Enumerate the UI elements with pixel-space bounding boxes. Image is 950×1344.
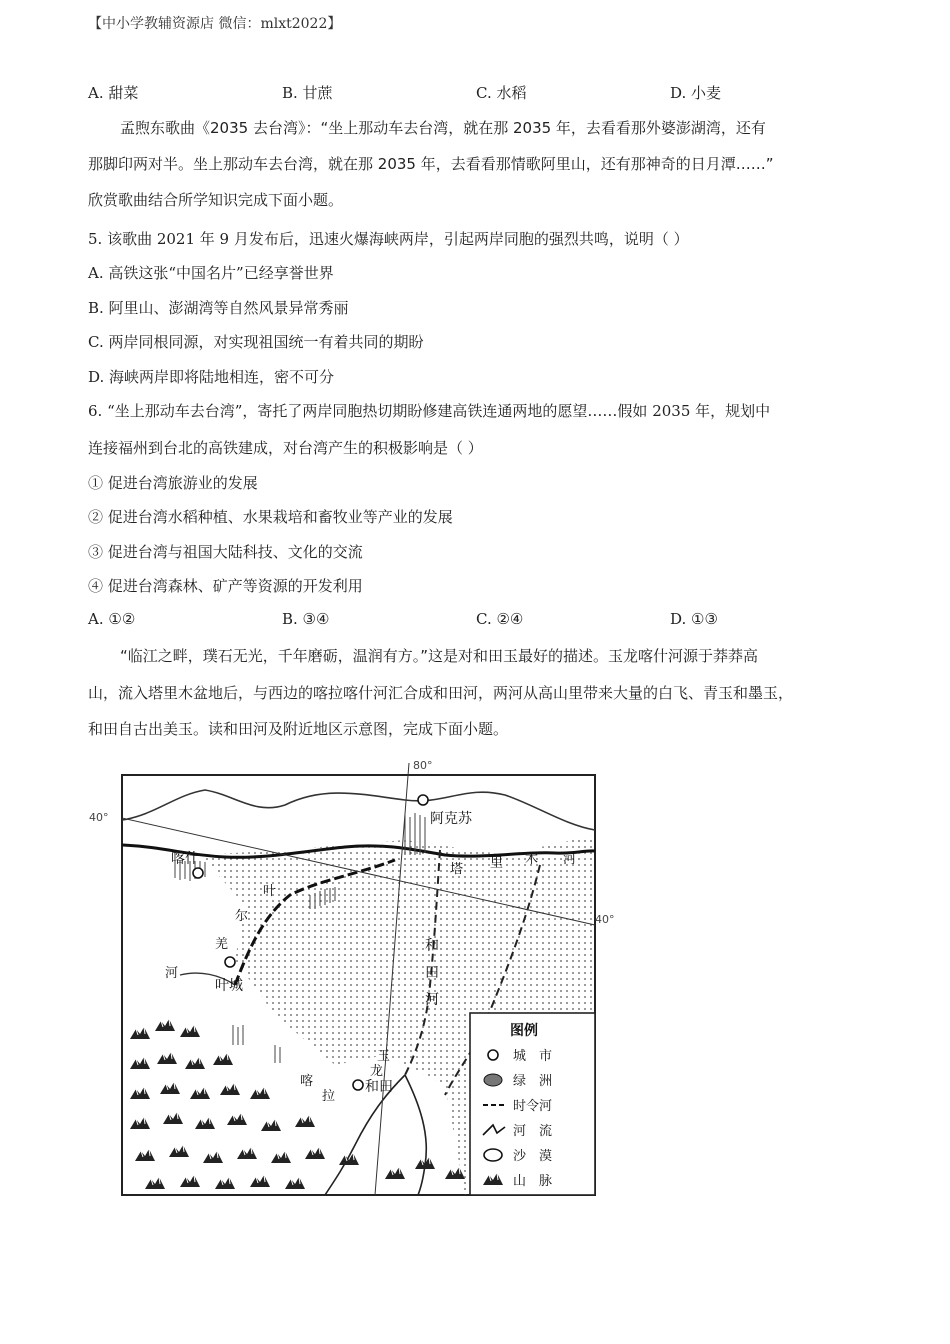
city-hetian-label: 和田 <box>365 1079 393 1095</box>
yerqiang-char-2: 尔 <box>235 909 249 924</box>
q6-option-d: D. ①③ <box>670 610 718 628</box>
q6-item-4: ④ 促进台湾森林、矿产等资源的开发利用 <box>88 577 363 595</box>
legend-mountain-label: 山 脉 <box>513 1174 553 1189</box>
q6-item-3: ③ 促进台湾与祖国大陆科技、文化的交流 <box>88 543 363 561</box>
kala-char-1: 喀 <box>300 1074 314 1089</box>
q4-option-c: C. 水稻 <box>476 84 527 102</box>
yulong-char-1: 玉 <box>377 1049 391 1064</box>
legend-desert-label: 沙 漠 <box>513 1149 553 1164</box>
passage1-line3: 欣赏歌曲结合所学知识完成下面小题。 <box>88 191 344 209</box>
passage1-line1: 孟煦东歌曲《2035 去台湾》：“坐上那动车去台湾，就在那 2035 年，去看看那外婆澎湖湾，还有 <box>120 119 766 137</box>
yerqiang-char-3: 羌 <box>215 937 229 952</box>
q6-stem-line2: 连接福州到台北的高铁建成，对台湾产生的积极影响是（ ） <box>88 439 483 457</box>
legend-city-label: 城 市 <box>513 1049 553 1064</box>
tarim-char-2: 里 <box>490 856 504 871</box>
q4-option-b: B. 甘蔗 <box>282 84 333 102</box>
hetian-river-map <box>85 755 645 1205</box>
city-yecheng-label: 叶城 <box>215 978 243 994</box>
q6-option-c: C. ②④ <box>476 610 524 628</box>
q4-option-a: A. 甜菜 <box>88 84 139 102</box>
legend-seasonal-label: 时令河 <box>513 1099 553 1114</box>
city-yecheng-marker <box>225 957 235 967</box>
kala-char-2: 拉 <box>322 1089 336 1104</box>
legend-oasis-label: 绿 洲 <box>513 1074 553 1089</box>
legend-desert-symbol <box>484 1149 502 1161</box>
hetian-river-char-3: 河 <box>425 992 439 1008</box>
yerqiang-char-4: 河 <box>165 966 179 981</box>
q4-option-d: D. 小麦 <box>670 84 722 102</box>
hetian-river-char-1: 和 <box>425 938 439 954</box>
city-akesu-label: 阿克苏 <box>430 811 472 827</box>
lon-80-label: 80° <box>413 759 433 772</box>
city-akesu-marker <box>418 795 428 805</box>
q6-item-1: ① 促进台湾旅游业的发展 <box>88 474 258 492</box>
lat-40-left-label: 40° <box>89 811 109 824</box>
city-kashi-label: 喀什 <box>171 851 199 867</box>
lat-40-right-label: 40° <box>595 913 615 926</box>
q5-stem: 5. 该歌曲 2021 年 9 月发布后，迅速火爆海峡两岸，引起两岸同胞的强烈共鸣，说明（ ） <box>88 230 689 248</box>
yulong-char-2: 龙 <box>370 1064 384 1079</box>
tarim-char-1: 塔 <box>450 862 464 877</box>
passage2-line3: 和田自古出美玉。读和田河及附近地区示意图，完成下面小题。 <box>88 720 509 738</box>
passage2-line2: 山，流入塔里木盆地后，与西边的喀拉喀什河汇合成和田河，两河从高山里带来大量的白飞、青玉和墨玉， <box>88 684 794 702</box>
hetian-river-char-2: 田 <box>425 965 439 981</box>
q6-stem-line1: 6. “坐上那动车去台湾”，寄托了两岸同胞热切期盼修建高铁连通两地的愿望……假如 2035 年，规划中 <box>88 402 771 420</box>
passage1-line2: 那脚印两对半。坐上那动车去台湾，就在那 2035 年，去看看那情歌阿里山，还有那神奇的日月潭……” <box>88 155 774 173</box>
legend-city-symbol <box>488 1050 498 1060</box>
q5-option-c: C. 两岸同根同源，对实现祖国统一有着共同的期盼 <box>88 333 424 351</box>
city-hetian-marker <box>353 1080 363 1090</box>
q6-option-b: B. ③④ <box>282 610 330 628</box>
legend-title: 图例 <box>510 1023 538 1039</box>
passage2-line1: “临江之畔，璞石无光，千年磨砺，温润有方。”这是对和田玉最好的描述。玉龙喀什河源于莽莽高 <box>120 647 759 665</box>
q5-option-d: D. 海峡两岸即将陆地相连，密不可分 <box>88 368 335 386</box>
tarim-char-4: 河 <box>563 852 577 867</box>
map-legend <box>470 1013 595 1195</box>
q5-option-a: A. 高铁这张“中国名片”已经享誉世界 <box>88 264 334 282</box>
yerqiang-char-1: 叶 <box>263 884 277 899</box>
q6-option-a: A. ①② <box>88 610 136 628</box>
watermark-header: 【中小学教辅资源店 微信：mlxt2022】 <box>88 16 342 32</box>
tarim-char-3: 木 <box>525 852 539 867</box>
legend-oasis-symbol <box>484 1074 502 1086</box>
q6-item-2: ② 促进台湾水稻种植、水果栽培和畜牧业等产业的发展 <box>88 508 453 526</box>
q5-option-b: B. 阿里山、澎湖湾等自然风景异常秀丽 <box>88 299 349 317</box>
legend-river-label: 河 流 <box>513 1124 553 1139</box>
city-kashi-marker <box>193 868 203 878</box>
